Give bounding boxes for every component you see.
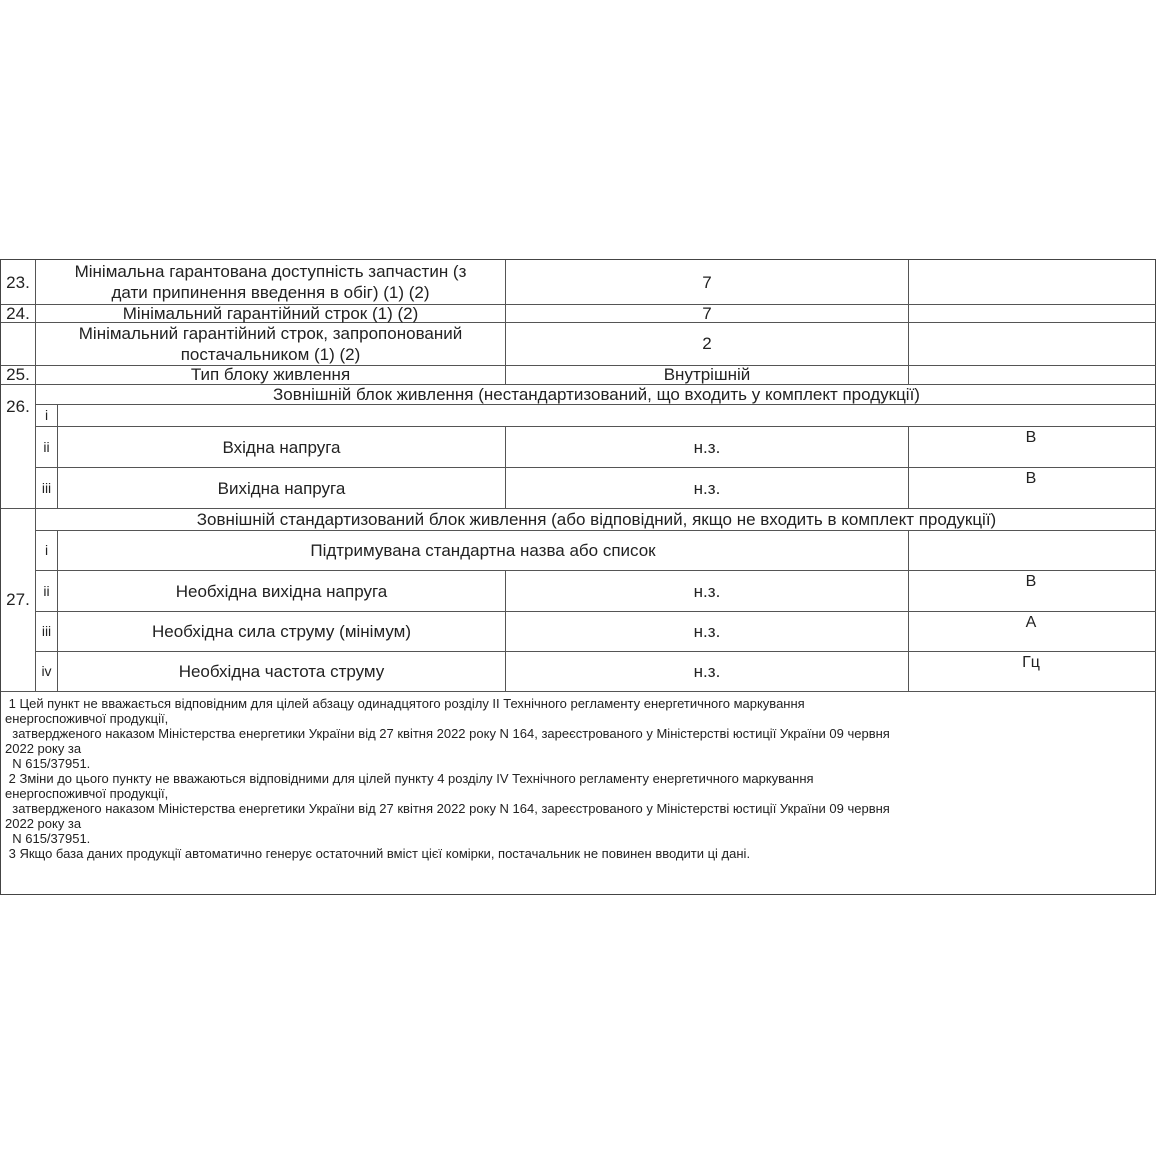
sub-index: ii [43,438,50,455]
row-label [36,322,505,365]
footnote-line: 2022 року за [5,816,82,831]
row-label [36,260,505,304]
sub-index: i [44,407,49,423]
unit-label: В [1025,470,1037,487]
sub-index: iii [41,479,52,496]
section-title: Зовнішній блок живлення (нестандартизований, що входить у комплект продукції) [273,384,920,404]
sub-value: н.з. [693,581,721,601]
sub-value: н.з. [693,478,721,498]
footnote-line: енергоспоживчої продукції, [5,711,169,726]
row-value: 2 [702,334,712,353]
sub-value: н.з. [693,622,721,641]
footnote-line: N 615/37951. [5,831,91,846]
footnote-line: N 615/37951. [5,756,91,771]
sub-label: Необхідна частота струму [178,662,385,681]
row-value: 7 [702,272,712,292]
footnote-line: 2022 року за [5,741,82,756]
row-label-line: Мінімальна гарантована доступність запчастин (з [74,262,467,281]
unit-label: В [1025,429,1037,446]
unit-label: Гц [1022,654,1040,671]
footnote-line: затвердженого наказом Міністерства енергетики України від 27 квітня 2022 року N 164, зареєстрованого у Міністерстві юстиції України 09 червня [5,726,890,741]
row-label-line: дати припинення введення в обіг) (1) (2) [111,283,430,302]
row-number: 26. [6,396,30,416]
footnote-line: енергоспоживчої продукції, [5,786,169,801]
row-label: Тип блоку живлення [190,365,351,384]
section-title: Зовнішній стандартизований блок живлення (або відповідний, якщо не входить в комплект продукції) [196,509,997,529]
sub-index: iii [41,623,52,639]
col-divider [908,426,909,508]
footnotes [5,696,1155,861]
footnote-line: 1 Цей пункт не вважається відповідним для цілей абзацу одинадцятого розділу II Технічного регламенту енергетичного маркування [5,696,805,711]
sub-label: Необхідна сила струму (мінімум) [151,622,411,641]
sub-label: Вихідна напруга [217,478,346,498]
row-value: Внутрішній [663,365,751,384]
sub-index: ii [43,582,50,599]
footnote-line: затвердженого наказом Міністерства енергетики України від 27 квітня 2022 року N 164, зареєстрованого у Міністерстві юстиції України 09 червня [5,801,890,816]
sub-label: Вхідна напруга [222,437,341,457]
sub-label: Необхідна вихідна напруга [175,581,388,601]
footnote-line: 3 Якщо база даних продукції автоматично генерує остаточний вміст цієї комірки, постачальник не повинен вводити ці дані. [5,846,751,861]
sub-index: i [44,542,49,558]
row-number: 23. [6,272,30,292]
unit-label: А [1025,614,1037,631]
row-number: 27. [6,590,30,609]
row-label-line: Мінімальний гарантійний строк, запропонований [78,323,463,343]
col-divider [908,530,909,691]
row-label-line: постачальником (1) (2) [180,344,361,364]
row-value: 7 [702,303,712,323]
sub-label: Підтримувана стандартна назва або список [310,541,656,560]
sub-index: iv [41,663,52,679]
row-label: Мінімальний гарантійний строк (1) (2) [122,303,419,323]
sub-value: н.з. [693,662,721,681]
footnote-line: 2 Зміни до цього пункту не вважаються відповідними для цілей пункту 4 розділу IV Технічного регламенту енергетичного маркування [5,771,814,786]
spec-table [0,259,1156,895]
row-divider [1,691,1156,692]
row-number: 24. [6,303,30,323]
unit-label: В [1025,573,1037,590]
sub-value: н.з. [693,437,721,457]
col-divider [908,260,909,384]
row-number: 25. [6,365,30,384]
